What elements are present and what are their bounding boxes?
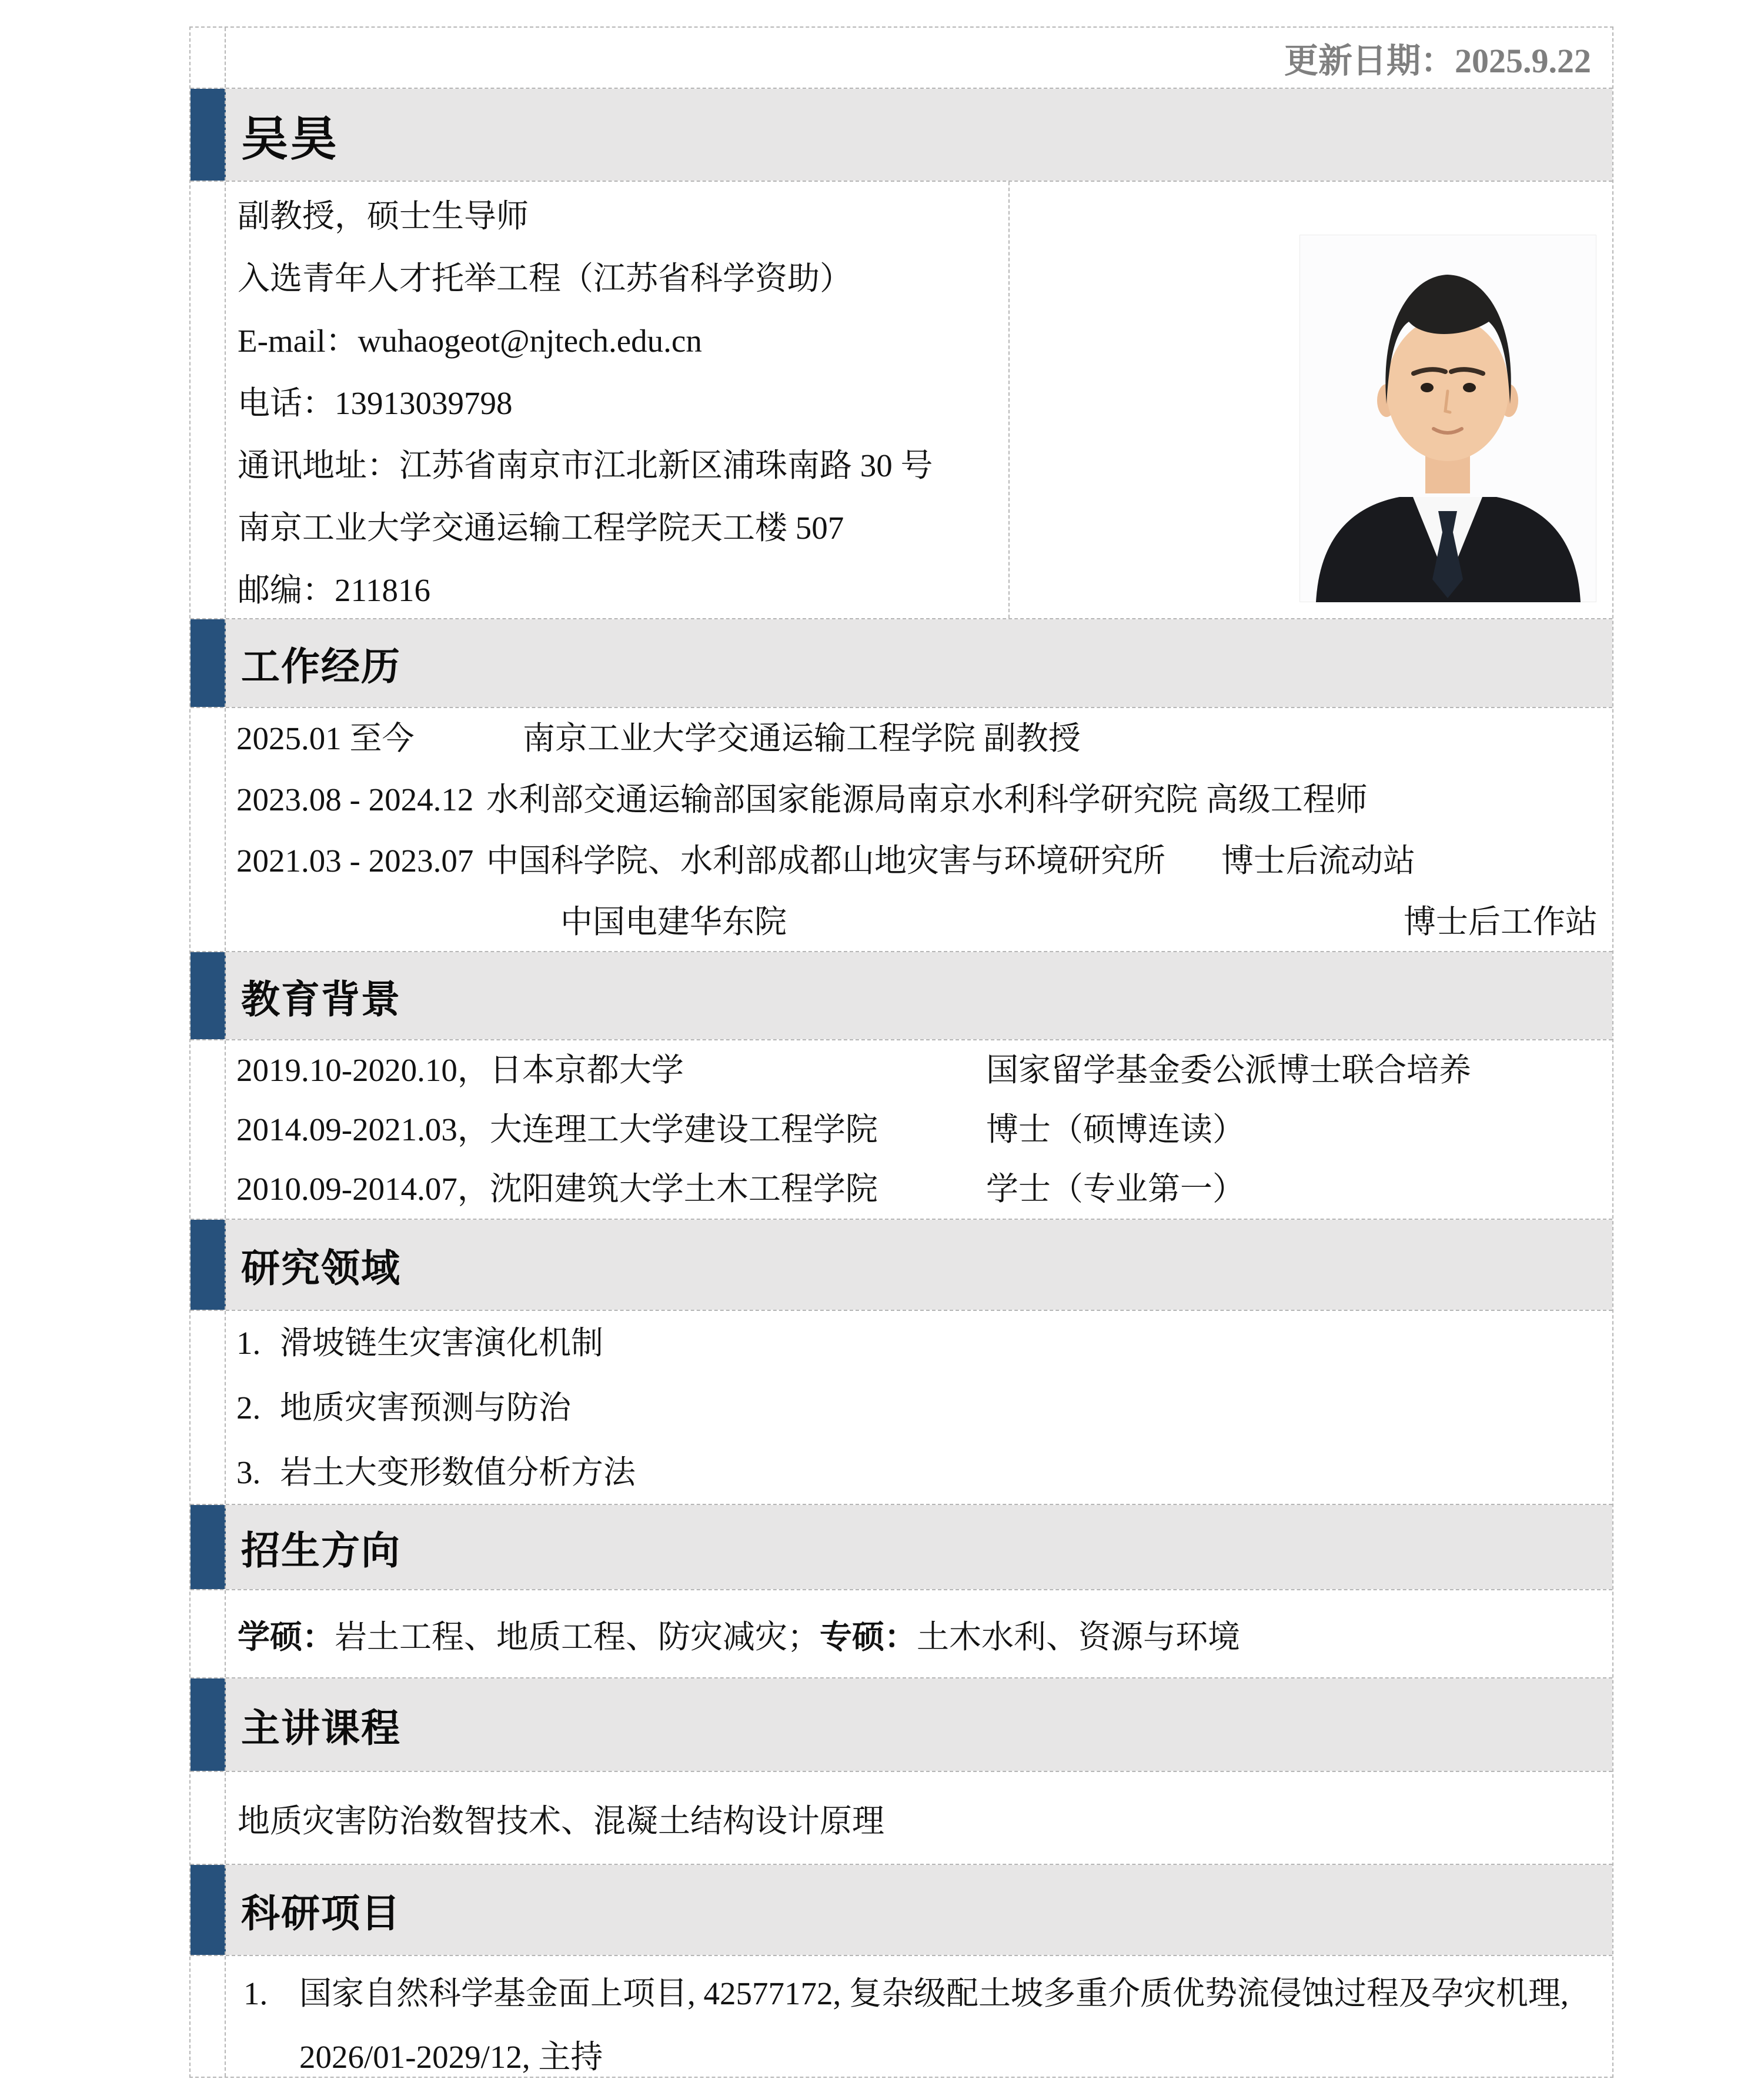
- marker-col-spacer: [191, 1956, 226, 2077]
- admissions-professional-label: 专硕：: [820, 1618, 917, 1655]
- admissions-line: [226, 1590, 1612, 1677]
- email-line: E-mail：wuhaogeot@njtech.edu.cn: [238, 323, 702, 359]
- person-name: 吴昊: [226, 89, 1612, 181]
- address-line-2: 南京工业大学交通运输工程学院天工楼 507: [238, 510, 844, 546]
- work-time: 2025.01 至今: [236, 720, 415, 756]
- marker-col-spacer: [191, 182, 226, 618]
- address-line-1: 通讯地址：江苏省南京市江北新区浦珠南路 30 号: [238, 448, 933, 483]
- section-education-header: [191, 951, 1612, 1039]
- work-experience-list: [191, 707, 1612, 951]
- education-degree-left: 2010.09-2014.07，沈阳建筑大学土木工程学院: [236, 1171, 878, 1207]
- section-title-work: 工作经历: [226, 619, 1612, 707]
- research-area-item: [226, 1376, 1612, 1440]
- item-number: 3.: [236, 1454, 261, 1490]
- work-row: [226, 708, 1612, 769]
- admissions-academic-label: 学硕：: [238, 1618, 335, 1655]
- section-accent-bar: [191, 1865, 226, 1955]
- marker-col-spacer: [191, 1311, 226, 1504]
- education-list: [191, 1039, 1612, 1219]
- research-area-text: 滑坡链生灾害演化机制: [280, 1325, 604, 1361]
- item-number: 1.: [243, 1975, 268, 2011]
- work-role: 博士后流动站: [1221, 843, 1416, 879]
- section-accent-bar: [191, 952, 226, 1039]
- education-degree-right: 国家留学基金委公派博士联合培养: [986, 1052, 1472, 1088]
- project-text: 国家自然科学基金面上项目, 42577172, 复杂级配土坡多重介质优势流侵蚀过程及孕灾机理, 2026/01-2029/12, 主持: [299, 1975, 1569, 2075]
- section-accent-bar: [191, 1505, 226, 1589]
- projects-row: [191, 1955, 1612, 2077]
- section-title-education: 教育背景: [226, 952, 1612, 1039]
- project-item: [243, 1962, 1589, 2089]
- section-admissions-header: [191, 1504, 1612, 1589]
- work-time: 2021.03 - 2023.07: [236, 843, 474, 879]
- cv-sheet: [189, 26, 1613, 2078]
- research-area-text: 岩土大变形数值分析方法: [280, 1454, 636, 1490]
- section-research-header: [191, 1219, 1612, 1310]
- profile-photo: [1299, 235, 1596, 602]
- courses-row: [191, 1771, 1612, 1864]
- marker-col-spacer: [191, 1772, 226, 1864]
- education-degree-left: 2014.09-2021.03，大连理工大学建设工程学院: [236, 1112, 878, 1147]
- item-number: 2.: [236, 1390, 261, 1426]
- marker-col-spacer: [191, 1590, 226, 1677]
- section-title-courses: 主讲课程: [226, 1678, 1612, 1771]
- honor-line: 入选青年人才托举工程（江苏省科学资助）: [238, 261, 853, 296]
- education-degree-left: 2019.10-2020.10，日本京都大学: [236, 1052, 684, 1088]
- work-row: [226, 892, 1612, 953]
- postcode-line: 邮编：211816: [238, 572, 430, 608]
- section-title-research: 研究领域: [226, 1220, 1612, 1310]
- contact-info: [226, 182, 1010, 618]
- work-org: 水利部交通运输部国家能源局南京水利科学研究院 高级工程师: [486, 782, 1368, 817]
- section-courses-header: [191, 1677, 1612, 1771]
- contact-row: [191, 181, 1612, 618]
- marker-col-spacer: [191, 708, 226, 951]
- work-role: 博士后工作站: [1403, 904, 1598, 940]
- research-area-text: 地质灾害预测与防治: [280, 1390, 572, 1426]
- section-accent-bar: [191, 619, 226, 707]
- update-date-row: [191, 28, 1612, 88]
- section-work-header: [191, 618, 1612, 707]
- work-org: 中国电建华东院: [560, 904, 787, 940]
- item-number: 1.: [236, 1325, 261, 1361]
- name-header-row: [191, 88, 1612, 181]
- work-time: [236, 892, 486, 953]
- update-date: 更新日期：2025.9.22: [1284, 42, 1591, 80]
- work-row: [226, 769, 1612, 830]
- admissions-academic-majors: 岩土工程、地质工程、防灾减灾；: [335, 1619, 820, 1655]
- research-area-item: [226, 1311, 1612, 1376]
- courses-line: 地质灾害防治数智技术、混凝土结构设计原理: [238, 1803, 885, 1839]
- work-time: 2023.08 - 2024.12: [236, 782, 474, 817]
- admissions-professional-majors: 土木水利、资源与环境: [917, 1619, 1241, 1655]
- photo-cell: [1010, 182, 1612, 618]
- work-org: 南京工业大学交通运输工程学院 副教授: [523, 720, 1081, 756]
- section-title-projects: 科研项目: [226, 1865, 1612, 1955]
- work-row: [226, 830, 1612, 892]
- name-accent-bar: [191, 89, 226, 181]
- education-row: [226, 1100, 1612, 1159]
- title-line: 副教授，硕士生导师: [238, 198, 529, 234]
- research-area-item: [226, 1440, 1612, 1505]
- admissions-row: [191, 1589, 1612, 1677]
- education-row: [226, 1040, 1612, 1100]
- work-org: 中国科学院、水利部成都山地灾害与环境研究所: [486, 843, 1166, 879]
- research-areas-list: [191, 1310, 1612, 1504]
- section-projects-header: [191, 1864, 1612, 1955]
- section-accent-bar: [191, 1220, 226, 1310]
- marker-col-spacer: [191, 1040, 226, 1219]
- education-degree-right: 博士（硕博连读）: [986, 1112, 1245, 1147]
- phone-line: 电话：13913039798: [238, 385, 513, 421]
- section-title-admissions: 招生方向: [226, 1505, 1612, 1589]
- section-accent-bar: [191, 1678, 226, 1771]
- marker-col-spacer: [191, 28, 226, 88]
- education-degree-right: 学士（专业第一）: [986, 1171, 1245, 1207]
- education-row: [226, 1159, 1612, 1219]
